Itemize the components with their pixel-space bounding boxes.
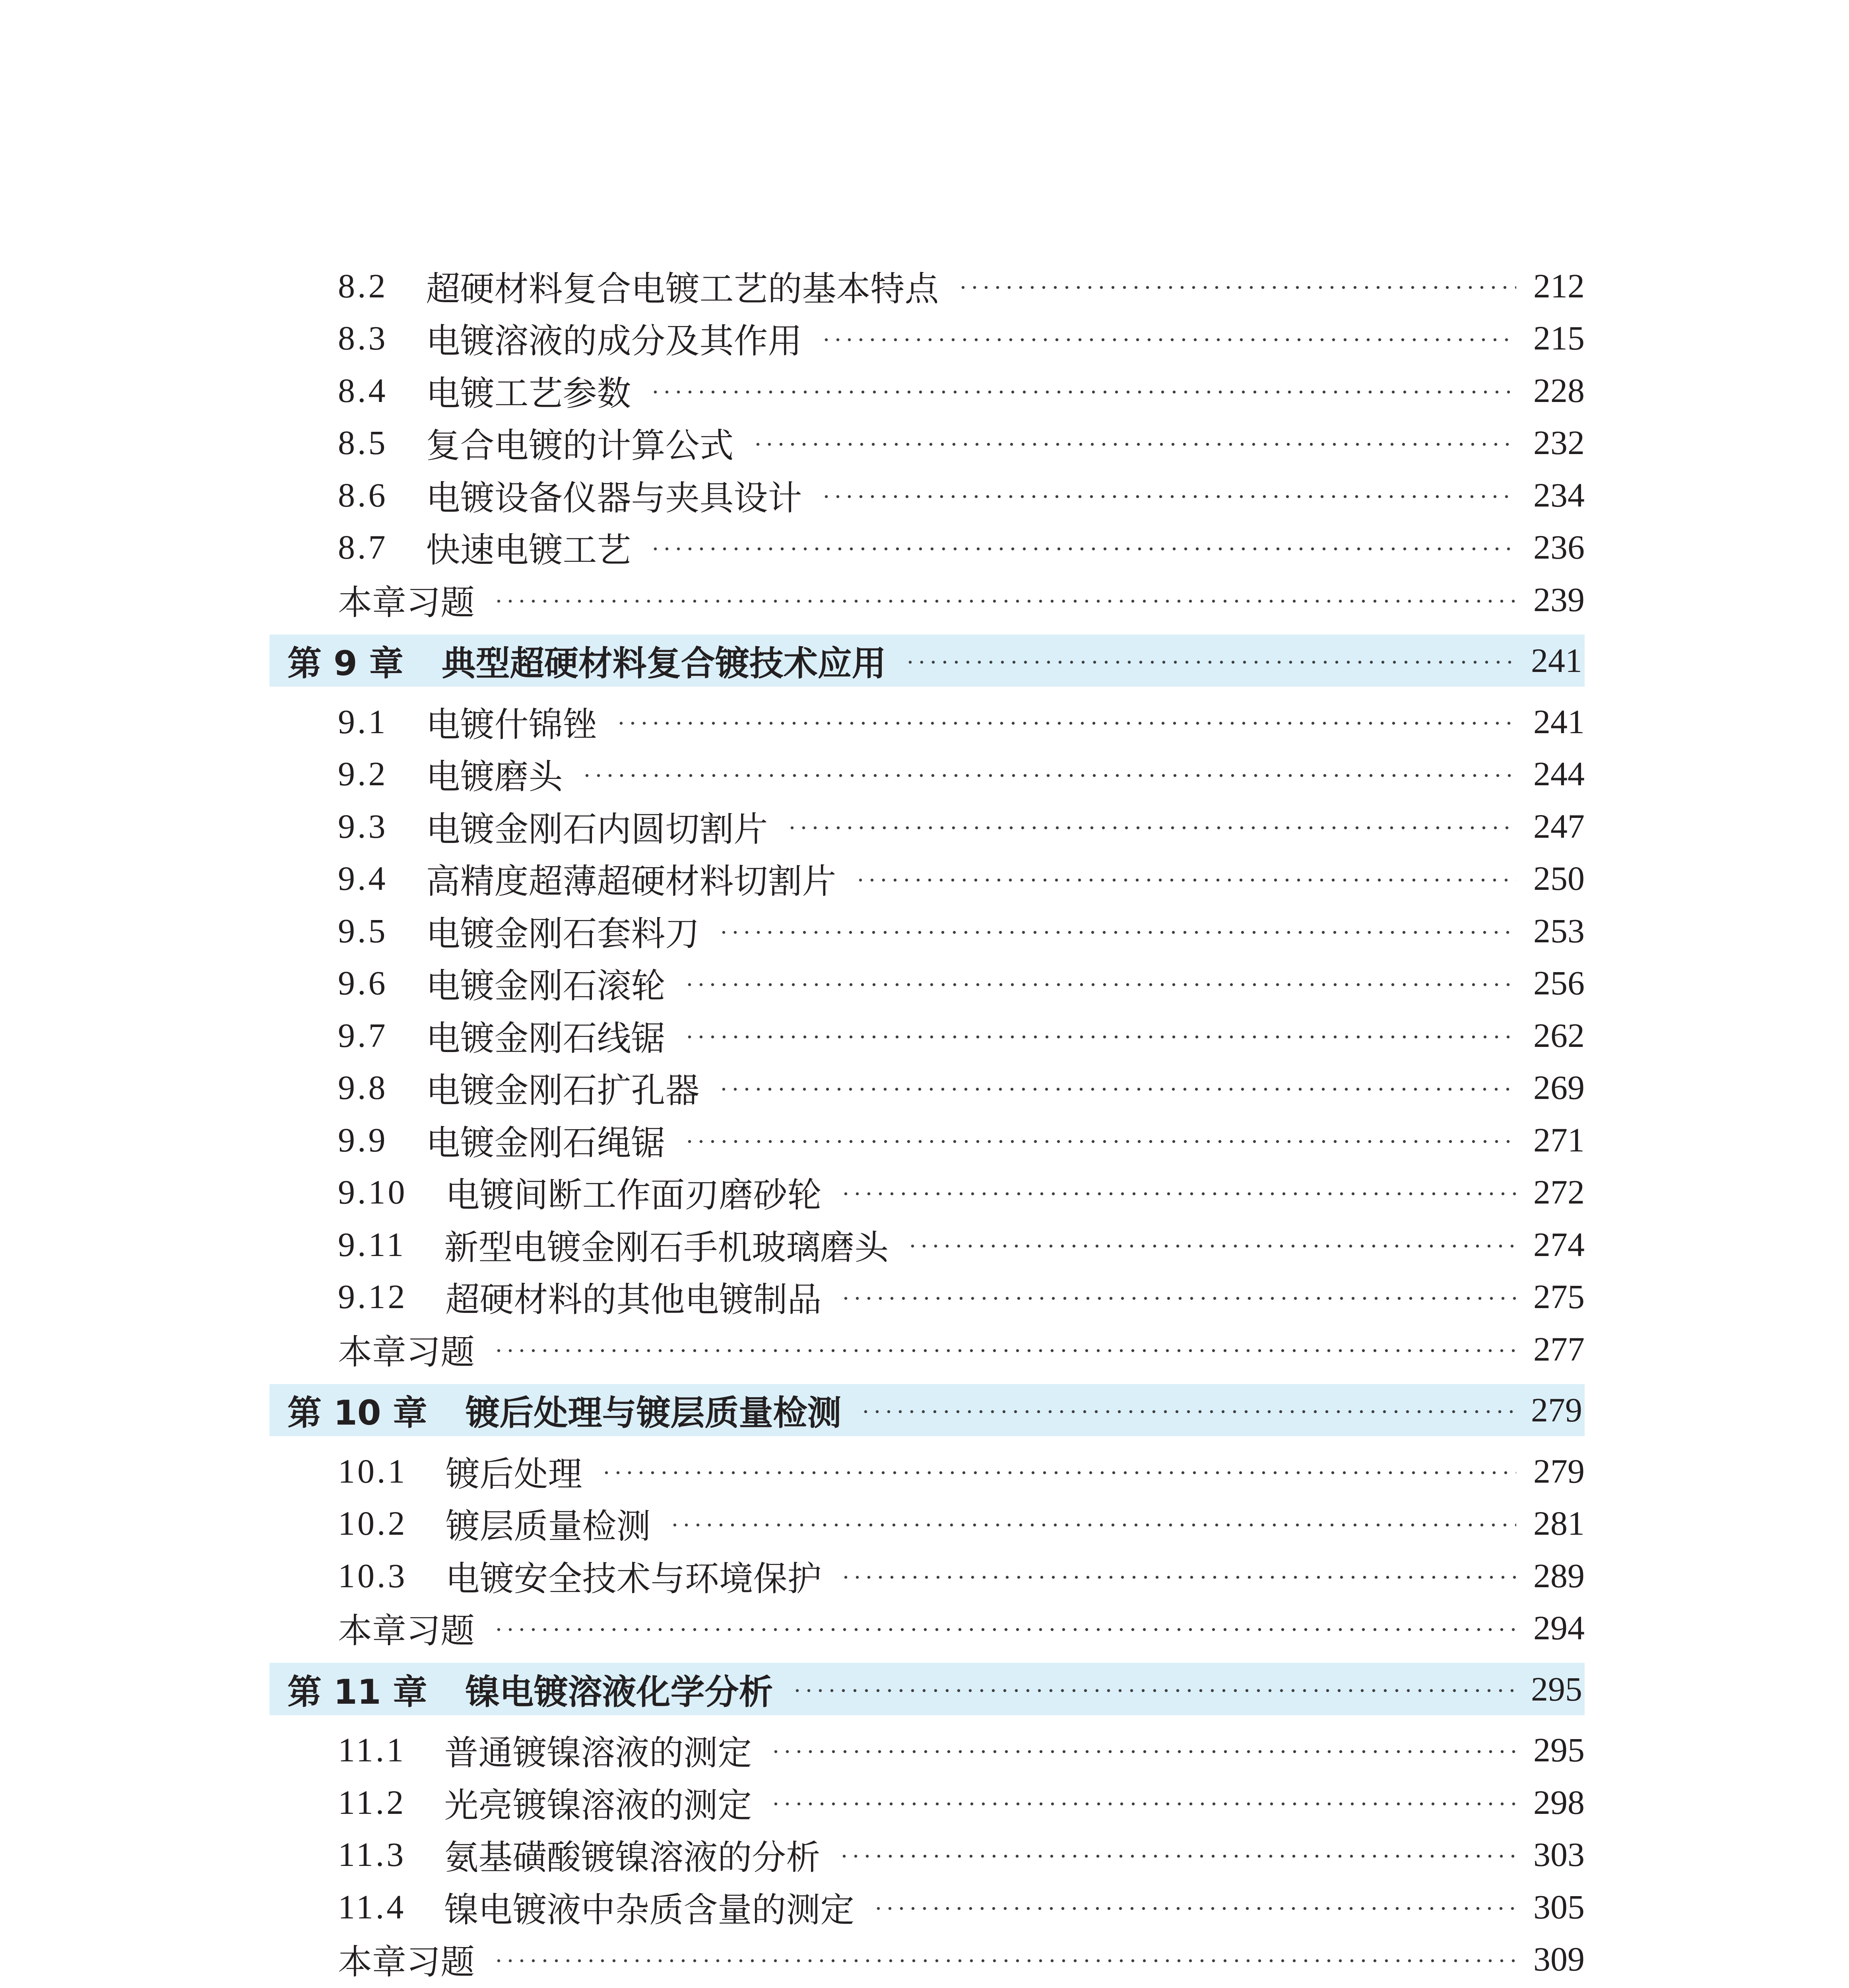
entry-number: 9.9 bbox=[338, 1120, 388, 1159]
dot-leader bbox=[669, 1497, 1517, 1550]
entry-page: 289 bbox=[1533, 1556, 1585, 1595]
toc-entry bbox=[270, 1271, 1585, 1323]
entry-title: 电镀金刚石绳锯 bbox=[426, 1124, 665, 1162]
toc-entry bbox=[270, 1009, 1585, 1062]
toc-entry bbox=[270, 905, 1585, 957]
toc-entry bbox=[270, 469, 1585, 521]
entry-number: 8.7 bbox=[338, 528, 388, 567]
entry-page: 279 bbox=[1533, 1452, 1585, 1490]
toc-entry bbox=[270, 1218, 1585, 1271]
dot-leader bbox=[718, 905, 1517, 957]
chapter-heading-page: 241 bbox=[1531, 641, 1582, 680]
entry-number: 8.6 bbox=[338, 476, 388, 514]
entry-title: 本章习题 bbox=[338, 1612, 475, 1650]
dot-leader bbox=[493, 1602, 1516, 1654]
toc-entry bbox=[270, 417, 1585, 469]
toc-entry bbox=[270, 1602, 1585, 1654]
toc-entry bbox=[270, 1323, 1585, 1375]
entry-number: 11.1 bbox=[338, 1731, 406, 1769]
chapter-heading-label: 第 9 章 bbox=[287, 644, 404, 684]
toc-entry bbox=[270, 852, 1585, 905]
entry-page: 281 bbox=[1533, 1504, 1585, 1543]
toc-entry bbox=[270, 957, 1585, 1010]
entry-page: 212 bbox=[1533, 266, 1585, 305]
entry-page: 234 bbox=[1533, 476, 1585, 514]
entry-page: 275 bbox=[1533, 1277, 1585, 1316]
dot-leader bbox=[684, 957, 1517, 1010]
toc-entry bbox=[270, 1497, 1585, 1550]
entry-page: 295 bbox=[1533, 1731, 1585, 1769]
toc-entry bbox=[270, 1724, 1585, 1776]
dot-leader bbox=[493, 1933, 1516, 1986]
dot-leader bbox=[907, 1218, 1516, 1271]
entry-title: 电镀金刚石扩孔器 bbox=[426, 1072, 700, 1110]
entry-title: 镍电镀液中杂质含量的测定 bbox=[444, 1891, 855, 1929]
toc-entry bbox=[270, 260, 1585, 312]
chapter-heading-title: 镍电镀溶液化学分析 bbox=[465, 1672, 773, 1712]
entry-title: 电镀磨头 bbox=[426, 758, 563, 796]
dot-leader bbox=[650, 521, 1517, 574]
dot-leader bbox=[493, 573, 1516, 626]
dot-leader bbox=[792, 1663, 1514, 1715]
entry-number: 9.6 bbox=[338, 964, 388, 1002]
entry-title: 超硬材料复合电镀工艺的基本特点 bbox=[426, 270, 939, 308]
table-of-contents bbox=[270, 260, 1585, 1988]
entry-number: 9.11 bbox=[338, 1225, 406, 1264]
dot-leader bbox=[650, 364, 1517, 417]
entry-number: 8.2 bbox=[338, 266, 388, 305]
entry-page: 215 bbox=[1533, 319, 1585, 357]
dot-leader bbox=[957, 260, 1517, 312]
dot-leader bbox=[873, 1881, 1516, 1933]
entry-title: 电镀间断工作面刃磨砂轮 bbox=[445, 1176, 822, 1215]
chapter-heading-page: 279 bbox=[1531, 1391, 1582, 1429]
entry-title: 新型电镀金刚石手机玻璃磨头 bbox=[444, 1228, 889, 1267]
entry-number: 9.4 bbox=[338, 859, 388, 898]
entry-title: 高精度超薄超硬材料切割片 bbox=[426, 862, 836, 901]
entry-page: 241 bbox=[1533, 702, 1585, 741]
entry-page: 294 bbox=[1533, 1609, 1585, 1647]
entry-number: 10.3 bbox=[338, 1556, 407, 1595]
dot-leader bbox=[770, 1776, 1516, 1829]
dot-leader bbox=[752, 417, 1517, 469]
chapter-heading-title: 典型超硬材料复合镀技术应用 bbox=[441, 644, 886, 684]
entry-page: 277 bbox=[1533, 1330, 1585, 1368]
dot-leader bbox=[786, 800, 1517, 852]
entry-number: 10.2 bbox=[338, 1504, 407, 1543]
toc-entry bbox=[270, 521, 1585, 574]
dot-leader bbox=[821, 469, 1517, 521]
entry-page: 244 bbox=[1533, 755, 1585, 793]
dot-leader bbox=[840, 1549, 1517, 1602]
dot-leader bbox=[855, 852, 1517, 905]
dot-leader bbox=[840, 1166, 1517, 1219]
entry-page: 274 bbox=[1533, 1225, 1585, 1264]
entry-page: 303 bbox=[1533, 1835, 1585, 1874]
entry-number: 9.7 bbox=[338, 1016, 388, 1054]
entry-page: 269 bbox=[1533, 1068, 1585, 1107]
chapter-heading-label: 第 11 章 bbox=[287, 1672, 427, 1712]
entry-page: 272 bbox=[1533, 1173, 1585, 1211]
entry-title: 超硬材料的其他电镀制品 bbox=[445, 1281, 822, 1319]
toc-entry bbox=[270, 1881, 1585, 1933]
entry-page: 228 bbox=[1533, 371, 1585, 410]
entry-title: 电镀安全技术与环境保护 bbox=[445, 1559, 822, 1598]
toc-entry bbox=[270, 364, 1585, 417]
toc-entry bbox=[270, 312, 1585, 365]
entry-page: 236 bbox=[1533, 528, 1585, 567]
entry-title: 电镀金刚石套料刀 bbox=[426, 914, 700, 953]
toc-entry bbox=[270, 1114, 1585, 1166]
chapter-heading-title: 镀后处理与镀层质量检测 bbox=[465, 1393, 842, 1433]
chapter-heading bbox=[270, 1663, 1585, 1715]
entry-title: 电镀设备仪器与夹具设计 bbox=[426, 479, 802, 517]
dot-leader bbox=[904, 635, 1514, 687]
entry-number: 9.5 bbox=[338, 911, 388, 950]
toc-entry bbox=[270, 1166, 1585, 1219]
entry-number: 11.3 bbox=[338, 1835, 406, 1874]
dot-leader bbox=[821, 312, 1517, 365]
entry-page: 232 bbox=[1533, 423, 1585, 462]
chapter-heading bbox=[270, 635, 1585, 687]
dot-leader bbox=[684, 1009, 1517, 1062]
entry-number: 9.3 bbox=[338, 807, 388, 845]
entry-title: 电镀什锦锉 bbox=[426, 705, 597, 744]
dot-leader bbox=[615, 695, 1517, 748]
dot-leader bbox=[770, 1724, 1516, 1776]
entry-page: 298 bbox=[1533, 1783, 1585, 1821]
entry-title: 电镀金刚石内圆切割片 bbox=[426, 810, 768, 848]
entry-title: 氨基磺酸镀镍溶液的分析 bbox=[444, 1839, 821, 1877]
dot-leader bbox=[581, 748, 1517, 800]
toc-entry bbox=[270, 1829, 1585, 1881]
entry-title: 电镀金刚石滚轮 bbox=[426, 967, 665, 1006]
entry-page: 239 bbox=[1533, 580, 1585, 619]
toc-entry bbox=[270, 1062, 1585, 1114]
entry-title: 快速电镀工艺 bbox=[426, 531, 631, 570]
entry-number: 9.2 bbox=[338, 755, 388, 793]
entry-number: 9.1 bbox=[338, 702, 388, 741]
entry-title: 光亮镀镍溶液的测定 bbox=[444, 1786, 752, 1825]
dot-leader bbox=[840, 1271, 1517, 1323]
entry-number: 9.8 bbox=[338, 1068, 388, 1107]
dot-leader bbox=[493, 1323, 1516, 1375]
chapter-heading-page: 295 bbox=[1531, 1670, 1582, 1708]
entry-title: 本章习题 bbox=[338, 1333, 475, 1371]
entry-title: 电镀溶液的成分及其作用 bbox=[426, 322, 802, 361]
entry-number: 11.4 bbox=[338, 1887, 406, 1926]
toc-entry bbox=[270, 695, 1585, 748]
entry-number: 10.1 bbox=[338, 1452, 407, 1490]
entry-page: 247 bbox=[1533, 807, 1585, 845]
entry-title: 镀层质量检测 bbox=[445, 1507, 651, 1546]
toc-entry bbox=[270, 800, 1585, 852]
toc-entry bbox=[270, 1549, 1585, 1602]
entry-page: 250 bbox=[1533, 859, 1585, 898]
chapter-heading-label: 第 10 章 bbox=[287, 1393, 427, 1433]
entry-title: 本章习题 bbox=[338, 583, 475, 622]
toc-entry bbox=[270, 573, 1585, 626]
dot-leader bbox=[684, 1114, 1517, 1166]
dot-leader bbox=[860, 1384, 1514, 1437]
dot-leader bbox=[718, 1062, 1517, 1114]
toc-entry bbox=[270, 748, 1585, 800]
entry-number: 8.5 bbox=[338, 423, 388, 462]
entry-number: 9.10 bbox=[338, 1173, 407, 1211]
entry-number: 8.3 bbox=[338, 319, 388, 357]
chapter-heading bbox=[270, 1384, 1585, 1437]
entry-page: 253 bbox=[1533, 911, 1585, 950]
entry-title: 普通镀镍溶液的测定 bbox=[444, 1734, 752, 1773]
entry-number: 9.12 bbox=[338, 1277, 407, 1316]
entry-number: 8.4 bbox=[338, 371, 388, 410]
entry-page: 309 bbox=[1533, 1940, 1585, 1978]
entry-page: 256 bbox=[1533, 964, 1585, 1002]
toc-entry bbox=[270, 1445, 1585, 1497]
dot-leader bbox=[601, 1445, 1517, 1497]
entry-title: 镀后处理 bbox=[445, 1455, 582, 1493]
toc-entry bbox=[270, 1933, 1585, 1986]
toc-entry bbox=[270, 1776, 1585, 1829]
entry-title: 本章习题 bbox=[338, 1943, 475, 1982]
entry-title: 复合电镀的计算公式 bbox=[426, 427, 734, 465]
entry-page: 305 bbox=[1533, 1887, 1585, 1926]
dot-leader bbox=[838, 1829, 1516, 1881]
entry-title: 电镀工艺参数 bbox=[426, 374, 631, 413]
entry-page: 262 bbox=[1533, 1016, 1585, 1054]
entry-title: 电镀金刚石线锯 bbox=[426, 1019, 665, 1058]
entry-page: 271 bbox=[1533, 1120, 1585, 1159]
entry-number: 11.2 bbox=[338, 1783, 406, 1821]
